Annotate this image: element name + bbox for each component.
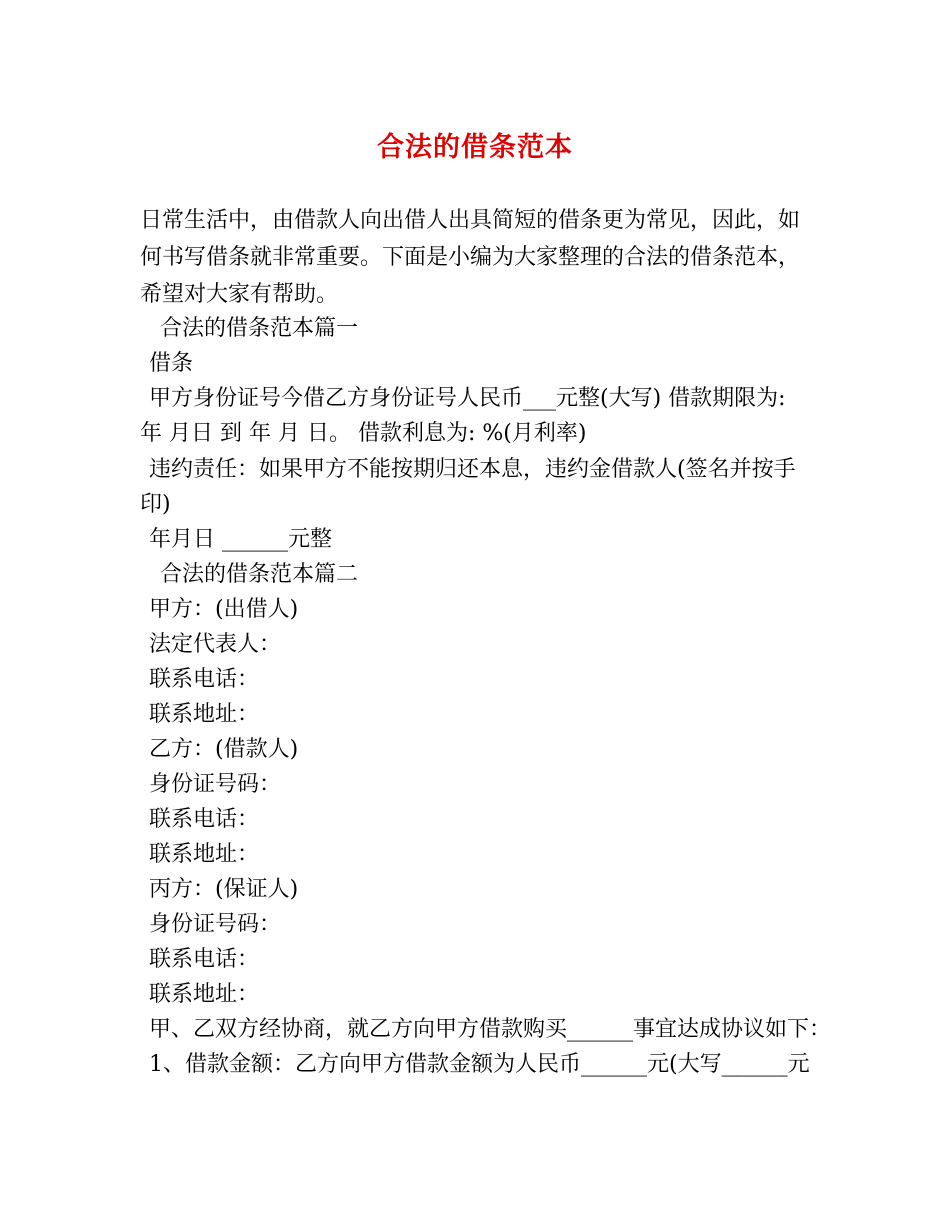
party-field-line: 联系地址： (149, 702, 260, 727)
party-field-line: 丙方：(保证人) (149, 877, 299, 902)
iou-heading: 借条 (149, 351, 194, 376)
party-field-line: 身份证号码： (149, 772, 282, 797)
iou-text-line: 印) (140, 492, 171, 517)
party-field-line: 联系电话： (149, 667, 260, 692)
section-heading-two: 合法的借条范本篇二 (160, 562, 359, 587)
document-title: 合法的借条范本 (377, 132, 573, 163)
iou-text-line: 违约责任：如果甲方不能按期归还本息，违约金借款人(签名并按手 (149, 457, 796, 482)
party-field-line: 身份证号码： (149, 912, 282, 937)
party-field-line: 联系地址： (149, 842, 260, 867)
party-field-line: 乙方：(借款人) (149, 737, 299, 762)
party-field-line: 联系电话： (149, 807, 260, 832)
iou-text-line: 甲方身份证号今借乙方身份证号人民币___元整(大写) 借款期限为: (149, 386, 786, 411)
party-field-line: 法定代表人： (149, 632, 282, 657)
party-field-line: 联系电话： (149, 947, 260, 972)
section-heading-one: 合法的借条范本篇一 (160, 316, 359, 341)
iou-text-line: 年 月日 到 年 月 日。 借款利息为: %(月利率) (140, 421, 587, 446)
agreement-text-line: 甲、乙双方经协商，就乙方向甲方借款购买______事宜达成协议如下： (149, 1017, 832, 1042)
party-field-line: 联系地址： (149, 982, 260, 1007)
intro-paragraph: 日常生活中，由借款人向出借人出具简短的借条更为常见，因此，如何书写借条就非常重要。下面是小编为大家整理的合法的借条范本，希望对大家有帮助。 (140, 208, 801, 307)
iou-text-line: 年月日 ______元整 (149, 527, 332, 552)
party-field-line: 甲方：(出借人) (149, 597, 299, 622)
agreement-text-line: 1、借款金额：乙方向甲方借款金额为人民币______元(大写______元 (149, 1052, 810, 1077)
